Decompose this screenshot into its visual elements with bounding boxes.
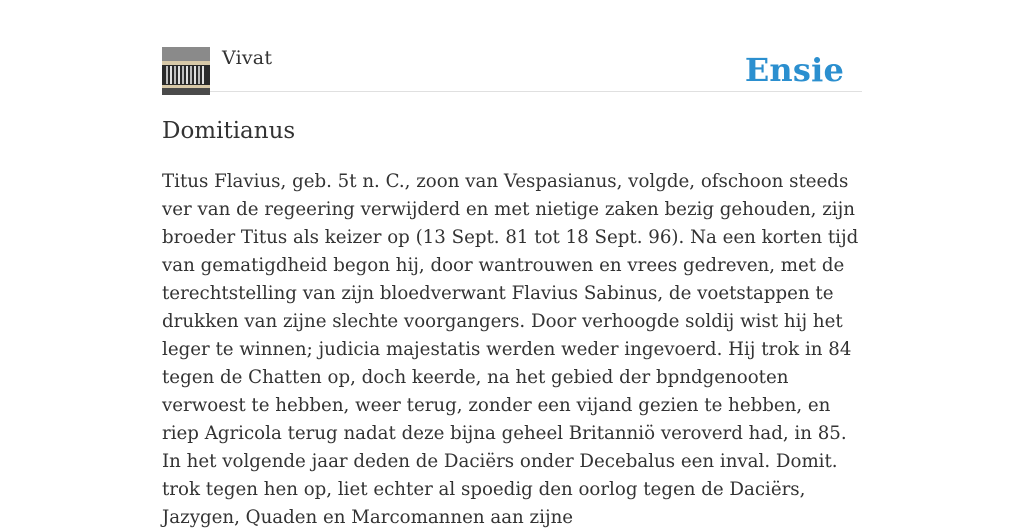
header — [162, 0, 862, 92]
avatar[interactable] — [162, 47, 210, 95]
page — [162, 0, 862, 528]
article-body: Titus Flavius, geb. 5t n. C., zoon van Vespasianus, volgde, ofschoon steeds ver van de regeering verwijderd en met nietige zaken bezig gehouden, zijn broeder Titus als keizer op (13 Sept. 81 tot 18 Sept. 96). Na een korten tijd van gematigdheid begon hij, door wantrouwen en vrees gedreven, met de terechtstelling van zijn bloedverwant Flavius Sabinus, de voetstappen te drukken van zijne slechte voorgangers. Door verhoogde soldij wist hij het leger te winnen; judicia majestatis werden weder ingevoerd. Hij trok in 84 tegen de Chatten op, doch keerde, na het gebied der bpndgenooten verwoest te hebben, weer terug, zonder een vijand gezien te hebben, en riep Agricola terug nadat deze bijna geheel Britanniö veroverd had, in 85. In het volgende jaar deden de Daciërs onder Decebalus een inval. Domit. trok tegen hen op, liet echter al spoedig den oorlog tegen de Daciërs, Jazygen, Quaden en Marcomannen aan zijne — [162, 171, 859, 528]
username[interactable]: Vivat — [222, 47, 273, 69]
page-title: Domitianus — [162, 118, 296, 144]
bookshelf-avatar-icon — [162, 47, 210, 95]
brand-logo[interactable]: Ensie — [744, 51, 844, 89]
